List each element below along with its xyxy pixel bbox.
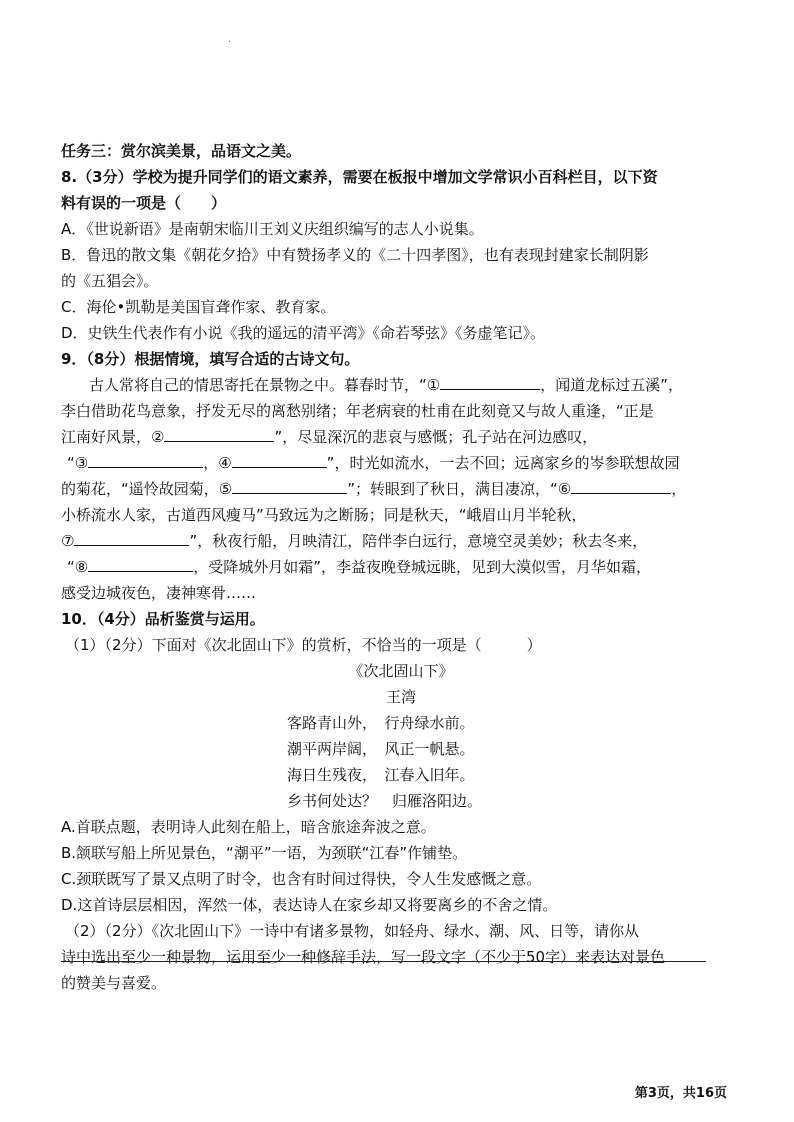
- q10-sub2-line1: （2）（2分）《次北固山下》一诗中有诸多景物，如轻舟、绿水、潮、风、日等，请你从: [65, 922, 640, 940]
- top-mark: .: [228, 34, 232, 45]
- blank-5[interactable]: [232, 476, 347, 494]
- q9-text: 江南好风景，②: [61, 428, 165, 446]
- q8-option-a: A．《世说新语》是南朝宋临川王刘义庆组织编写的志人小说集。: [61, 220, 484, 238]
- q9-text: ，闻道龙标过五溪”，: [540, 376, 684, 394]
- blank-2[interactable]: [164, 424, 274, 442]
- poem-line: 潮平两岸阔， 风正一帆悬。: [287, 740, 475, 758]
- q10-stem: 10．（4分）品析鉴赏与运用。: [61, 610, 265, 628]
- blank-6[interactable]: [571, 476, 671, 494]
- poem-title: 《次北固山下》: [348, 662, 454, 680]
- q9-text: ”，秋夜行船，月映清江，陪伴李白远行，意境空灵美妙；秋去冬来，: [189, 532, 648, 550]
- q8-option-b-line2: 的《五猖会》。: [61, 272, 159, 290]
- q9-text: 的菊花，“遥怜故园菊，⑤: [61, 480, 233, 498]
- q9-text: ⑦: [61, 532, 75, 550]
- task-title: 任务三：赏尔滨美景，品语文之美。: [61, 142, 302, 160]
- poem-line: 海日生残夜， 江春入旧年。: [287, 766, 475, 784]
- q9-text: ，: [671, 480, 687, 498]
- q10-option-b: B.颔联写船上所见景色，“潮平”一语，为颈联“江春”作铺垫。: [61, 844, 468, 862]
- q9-stem: 9．（8分）根据情境，填写合适的古诗文句。: [61, 350, 360, 368]
- q9-line-5: [61, 476, 741, 502]
- q9-line-4: [61, 450, 741, 476]
- blank-1[interactable]: [440, 372, 540, 390]
- q10-sub1: （1）（2分）下面对《次北固山下》的赏析，不恰当的一项是（ ）: [65, 636, 542, 654]
- q9-line-8: [61, 554, 741, 580]
- blank-4[interactable]: [232, 450, 327, 468]
- q9-line-3: [61, 424, 741, 450]
- blank-3[interactable]: [88, 450, 203, 468]
- q9-text: ，受降城外月如霜”，李益夜晚登城远眺，见到大漠似雪，月华如霜，: [193, 558, 651, 576]
- poem-author: 王湾: [385, 688, 416, 706]
- q10-sub2-line3: 的赞美与喜爱。: [61, 974, 167, 992]
- q9-line-2: 李白借助花鸟意象，抒发无尽的离愁别绪；年老病衰的杜甫在此刻竟又与故人重逢，“正是: [61, 402, 654, 420]
- page-footer: 第3页，共16页: [634, 1086, 727, 1101]
- q10-sub2-line2: 诗中选出至少一种景物，运用至少一种修辞手法，写一段文字（不少于50字）来表达对景色: [61, 948, 666, 966]
- q8-option-c: C．海伦•凯勒是美国盲聋作家、教育家。: [61, 298, 336, 316]
- question-8: [61, 164, 741, 346]
- q9-text: ，④: [203, 454, 232, 472]
- q9-text: “③: [67, 454, 89, 472]
- poem-line: 客路青山外， 行舟绿水前。: [287, 714, 475, 732]
- q10-option-d: D.这首诗层层相因，浑然一体，表达诗人在家乡却又将要离乡的不舍之情。: [61, 896, 558, 914]
- q9-text: ”，时光如流水，一去不回；远离家乡的岑参联想故园: [326, 454, 680, 472]
- q9-text: “⑧: [67, 558, 89, 576]
- q9-line-7: [61, 528, 741, 554]
- poem-line: 乡书何处达？ 归雁洛阳边。: [287, 792, 483, 810]
- q9-line-6: 小桥流水人家，古道西风瘦马”马致远为之断肠；同是秋天，“峨眉山月半轮秋，: [61, 506, 587, 524]
- page-content: [61, 138, 741, 996]
- q9-line-1: [61, 372, 741, 398]
- q8-option-b-line1: B．鲁迅的散文集《朝花夕拾》中有赞扬孝义的《二十四孝图》，也有表现封建家长制阴影: [61, 246, 649, 264]
- q8-stem-line2: 料有误的一项是（ ）: [61, 194, 227, 212]
- q8-stem-line1: 8.（3分）学校为提升同学们的语文素养，需要在板报中增加文学常识小百科栏目，以下资: [61, 168, 658, 186]
- question-9: [61, 346, 741, 606]
- q9-text: 古人常将自己的情思寄托在景物之中。暮春时节，“①: [89, 376, 441, 394]
- q9-text: ”，尽显深沉的悲哀与感慨；孔子站在河边感叹，: [274, 428, 598, 446]
- q10-option-a: A.首联点题，表明诗人此刻在船上，暗含旅途奔波之意。: [61, 818, 436, 836]
- q10-option-c: C.颈联既写了景又点明了时令，也含有时间过得快，令人生发感慨之意。: [61, 870, 542, 888]
- question-10: [61, 606, 741, 996]
- q9-text: ”；转眼到了秋日，满目凄凉，“⑥: [347, 480, 572, 498]
- poem: [61, 658, 741, 814]
- blank-7[interactable]: [74, 528, 189, 546]
- q8-option-d: D．史铁生代表作有小说《我的遥远的清平湾》《命若琴弦》《务虚笔记》。: [61, 324, 546, 342]
- blank-8[interactable]: [88, 554, 193, 572]
- q9-line-9: 感受边城夜色，凄神寒骨……: [61, 584, 257, 602]
- answer-line[interactable]: [61, 961, 706, 962]
